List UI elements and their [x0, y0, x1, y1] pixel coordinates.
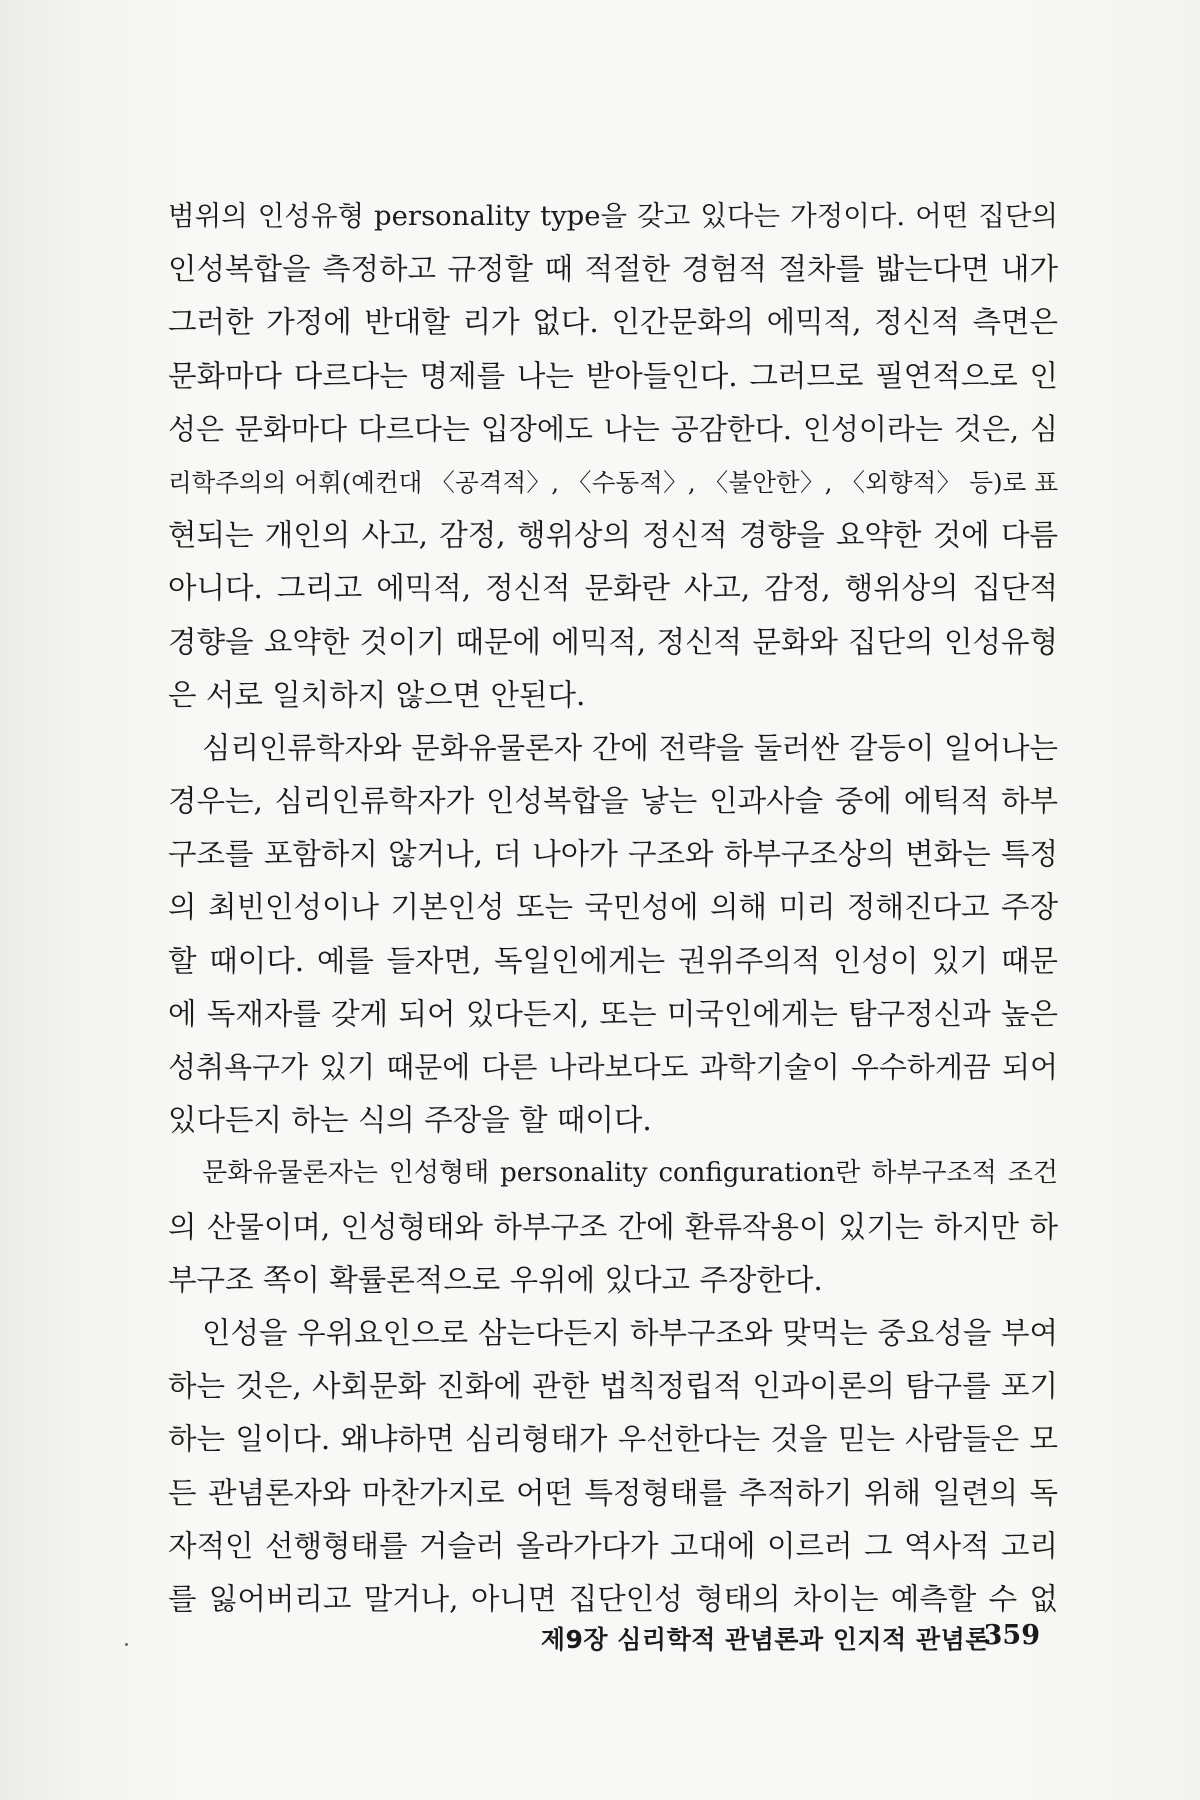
text-line: 구조를 포함하지 않거나, 더 나아가 구조와 하부구조상의 변화는 특정: [168, 837, 1058, 872]
text-line: 의 산물이며, 인성형태와 하부구조 간에 환류작용이 있기는 하지만 하: [168, 1209, 1058, 1244]
text-line: 에 독재자를 갖게 되어 있다든지, 또는 미국인에게는 탐구정신과 높은: [168, 996, 1058, 1031]
text-line: 은 서로 일치하지 않으면 안된다.: [168, 677, 586, 712]
text-line: 범위의 인성유형 personality type을 갖고 있다는 가정이다. 어떤 집단의: [168, 200, 1058, 232]
body-text: [168, 190, 1058, 1626]
text-line: 있다든지 하는 식의 주장을 할 때이다.: [168, 1103, 652, 1138]
paragraph-first-line: 심리인류학자와 문화유물론자 간에 전략을 둘러싼 갈등이 일어나는: [202, 730, 1058, 765]
page-number: 359: [983, 1620, 1040, 1651]
text-line: 아니다. 그리고 에믹적, 정신적 문화란 사고, 감정, 행위상의 집단적: [168, 571, 1058, 606]
text-line: 부구조 쪽이 확률론적으로 우위에 있다고 주장한다.: [168, 1262, 823, 1297]
text-line: 현되는 개인의 사고, 감정, 행위상의 정신적 경향을 요약한 것에 다름: [168, 518, 1058, 553]
paragraph-first-line: 인성을 우위요인으로 삼는다든지 하부구조와 맞먹는 중요성을 부여: [202, 1315, 1058, 1350]
text-line: 경향을 요약한 것이기 때문에 에믹적, 정신적 문화와 집단의 인성유형: [168, 624, 1058, 659]
paragraph-first-line: 문화유물론자는 인성형태 personality configuration란 하부구조적 조건: [202, 1158, 1058, 1189]
text-line: 그러한 가정에 반대할 리가 없다. 인간문화의 에믹적, 정신적 측면은: [168, 305, 1058, 340]
text-line: 성은 문화마다 다르다는 입장에도 나는 공감한다. 인성이라는 것은, 심: [168, 411, 1058, 446]
text-line: 리학주의의 어휘(예컨대 〈공격적〉, 〈수동적〉, 〈불안한〉, 〈외향적〉 등)로 표: [168, 467, 1058, 497]
chapter-title: 제9장 심리학적 관념론과 인지적 관념론: [540, 1625, 990, 1654]
text-line: 하는 것은, 사회문화 진화에 관한 법칙정립적 인과이론의 탐구를 포기: [168, 1369, 1058, 1404]
running-footer: [0, 1620, 1200, 1660]
text-line: 의 최빈인성이나 기본인성 또는 국민성에 의해 미리 정해진다고 주장: [168, 890, 1058, 925]
text-line: 문화마다 다르다는 명제를 나는 받아들인다. 그러므로 필연적으로 인: [168, 358, 1058, 393]
text-line: 인성복합을 측정하고 규정할 때 적절한 경험적 절차를 밟는다면 내가: [168, 252, 1058, 287]
text-line: 성취욕구가 있기 때문에 다른 나라보다도 과학기술이 우수하게끔 되어: [168, 1050, 1058, 1084]
text-line: 든 관념론자와 마찬가지로 어떤 특정형태를 추적하기 위해 일련의 독: [168, 1475, 1058, 1510]
text-line: 할 때이다. 예를 들자면, 독일인에게는 권위주의적 인성이 있기 때문: [168, 943, 1058, 978]
text-line: 하는 일이다. 왜냐하면 심리형태가 우선한다는 것을 믿는 사람들은 모: [168, 1422, 1058, 1457]
text-line: 를 잃어버리고 말거나, 아니면 집단인성 형태의 차이는 예측할 수 없: [168, 1581, 1058, 1616]
text-line: 자적인 선행형태를 거슬러 올라가다가 고대에 이르러 그 역사적 고리: [168, 1528, 1058, 1563]
text-line: 경우는, 심리인류학자가 인성복합을 낳는 인과사슬 중에 에틱적 하부: [168, 784, 1058, 819]
